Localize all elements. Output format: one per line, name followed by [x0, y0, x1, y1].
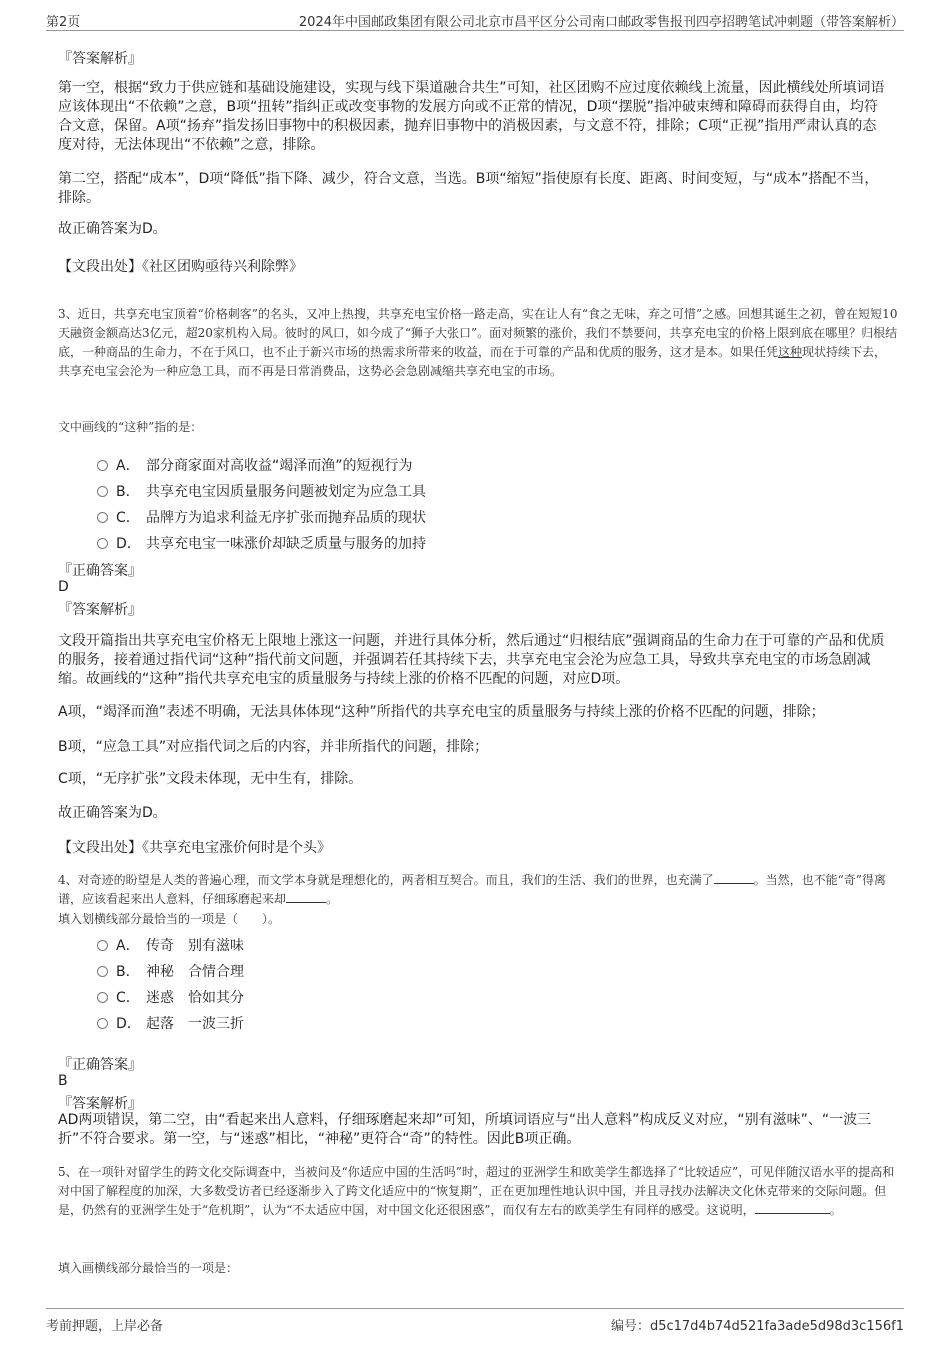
- option-letter: C．: [116, 990, 140, 1006]
- analysis-paragraph: [58, 804, 888, 823]
- option-text: 神秘 合情合理: [146, 964, 244, 980]
- correct-answer-label: 『正确答案』: [58, 1057, 142, 1073]
- question-text: 4、对奇迹的盼望是人类的普遍心理，而文学本身就是理想化的，两者相互契合。而且，我们的生活、我们的世界，也充满了: [58, 873, 714, 887]
- question-text: 。当然，也不能“奇”得离谱，应该看起来出人意料，仔细琢磨起来却: [58, 873, 886, 906]
- option-letter: C．: [116, 510, 140, 526]
- radio-icon[interactable]: [97, 1018, 108, 1029]
- question-prompt: 文中画线的“这种”指的是：: [58, 420, 203, 434]
- option-b[interactable]: [97, 481, 426, 501]
- analysis-text: 文段开篇指出共享充电宝价格无上限地上涨这一问题，并进行具体分析，然后通过“归根结底”强调商品的生命力在于可靠的产品和优质的服务，接着通过指代词“这种”指代前文问题，并强调若任其持续下去，共享充电宝会沦为应急工具，导致共享充电宝的市场急剧减缩。故画线的“这种”指代共享充电宝的质量服务与持续上涨的价格不匹配的问题，对应D项。: [58, 633, 885, 687]
- question-prompt: 填入划横线部分最恰当的一项是（ ）。: [58, 912, 281, 926]
- passage-source: 【文段出处】《共享充电宝涨价何时是个头》: [58, 840, 331, 856]
- option-text: 共享充电宝一味涨价却缺乏质量与服务的加持: [146, 536, 426, 552]
- footer-slogan: 考前押题，上岸必备: [46, 1319, 164, 1334]
- radio-icon[interactable]: [97, 538, 108, 549]
- fill-blank: [714, 871, 754, 884]
- question-text: 现状持续下去，共享充电宝会沦为一种应急工具，而不再是日常消费品，这势必会急剧减缩共享充电宝的市场。: [58, 345, 887, 378]
- fill-blank: [286, 890, 326, 903]
- question-text: 。: [829, 1203, 842, 1217]
- option-text: 起落 一波三折: [146, 1016, 244, 1032]
- question-text: 的亚洲学生和欧美学生都选择了“比较适应”，可见伴随汉语水平的提高和对中国了解程度的加深，大多数受访者已经逐渐步入了跨文化适应中的“恢复期”，正在更加理性地认识中国，并且寻找办法解决文化休克带来的交际问题。但是，仍然有: [58, 1165, 895, 1217]
- radio-icon[interactable]: [97, 940, 108, 951]
- option-c[interactable]: [97, 507, 426, 527]
- option-text: 品牌方为追求利益无序扩张而抛弃品质的现状: [146, 510, 426, 526]
- fill-blank: [755, 1201, 830, 1214]
- option-letter: B．: [116, 964, 140, 980]
- option-letter: B．: [116, 484, 140, 500]
- question-3-text: [58, 305, 898, 381]
- radio-icon[interactable]: [97, 512, 108, 523]
- radio-icon[interactable]: [97, 966, 108, 977]
- option-text: 迷惑 恰如其分: [146, 990, 244, 1006]
- option-letter: A．: [116, 458, 140, 474]
- analysis-text: 第二空，搭配“成本”，D项“降低”指下降、减少，符合文意，当选。B项“缩短”指使原有长度、距离、时间变短，与“成本”搭配不当，排除。: [58, 171, 879, 206]
- option-d[interactable]: [97, 533, 426, 553]
- analysis-label: 『答案解析』: [58, 1096, 142, 1112]
- question-text: 。: [326, 892, 339, 906]
- analysis-text: C项，“无序扩张”文段未体现，无中生有，排除。: [58, 771, 363, 787]
- radio-icon[interactable]: [97, 460, 108, 471]
- question-5-text: [58, 1163, 898, 1220]
- analysis-text: 故正确答案为D。: [58, 805, 167, 821]
- correct-answer: B: [58, 1073, 68, 1089]
- page-footer: [46, 1308, 904, 1335]
- radio-icon[interactable]: [97, 486, 108, 497]
- analysis-label: 『答案解析』: [58, 51, 142, 67]
- analysis-paragraph: [58, 738, 888, 757]
- option-letter: A．: [116, 938, 140, 954]
- radio-icon[interactable]: [97, 992, 108, 1003]
- analysis-paragraph: [58, 170, 888, 208]
- question-text: 左右的欧美学生有同样的感受。这说明，: [538, 1203, 755, 1217]
- question-text: 3、近日，共享充电宝顶着“价格刺客”的名头，又冲上热搜，共享充电宝价格一路走高，实在让人有“食之无味，弃之可惜”之感。回想其诞生之初，曾在短短10天融资金额高达3亿元，超20家机构入局。彼时的风口，如今成了“狮子大张口”。面对频繁的涨价，我们不禁要问，共享充电宝的价格上限到底在哪里？归根结底，一种商品的生命力，不在于风口，也不止于新兴市场的热需求所带来的收益，而在于可靠的产品和优质的服务，这才是本。如果任凭: [58, 307, 898, 359]
- question-text: 5、在一项针对留学生的跨文化交际调查中，当被问及“你适应中国的生活吗”时，超过: [58, 1165, 510, 1179]
- option-text: 共享充电宝因质量服务问题被划定为应急工具: [146, 484, 426, 500]
- option-a[interactable]: [97, 935, 244, 955]
- option-letter: D．: [116, 1016, 141, 1032]
- page-number: 第2页: [46, 15, 81, 30]
- option-text: 部分商家面对高收益“竭泽而渔”的短视行为: [146, 458, 413, 474]
- analysis-paragraph: [58, 770, 888, 789]
- question-text: 的亚洲学生处于“危机期”，认为“不太适应中国，对中国文化还很困惑”，而仅有: [118, 1203, 539, 1217]
- analysis-text: 故正确答案为D。: [58, 221, 167, 237]
- analysis-paragraph: [58, 1111, 888, 1149]
- analysis-paragraph: [58, 632, 888, 689]
- analysis-text: AD两项错误，第二空，由“看起来出人意料，仔细琢磨起来却”可知，所填词语应与“出人意料”构成反义对应，“别有滋味”、“一波三折”不符合要求。第一空，与“迷惑”相比，“神秘”更符合“奇”的特性。因此B项正确。: [58, 1112, 872, 1147]
- underlined-word: 这种: [778, 345, 803, 359]
- analysis-text: B项，“应急工具”对应指代词之后的内容，并非所指代的问题，排除；: [58, 739, 489, 755]
- analysis-paragraph: [58, 220, 888, 239]
- question-4-text: [58, 871, 898, 909]
- page-header: [46, 8, 904, 31]
- option-d[interactable]: [97, 1013, 244, 1033]
- analysis-label: 『答案解析』: [58, 602, 142, 618]
- analysis-paragraph: [58, 703, 888, 722]
- correct-answer: D: [58, 579, 69, 595]
- passage-source: 【文段出处】《社区团购亟待兴利除弊》: [58, 259, 303, 275]
- option-c[interactable]: [97, 987, 244, 1007]
- document-id: 编号：d5c17d4b74d521fa3ade5d98d3c156f1: [610, 1319, 904, 1334]
- option-b[interactable]: [97, 961, 244, 981]
- analysis-paragraph: [58, 79, 888, 155]
- analysis-text: A项，“竭泽而渔”表述不明确，无法具体体现“这种”所指代的共享充电宝的质量服务与持续上涨的价格不匹配的问题，排除；: [58, 704, 825, 720]
- document-title: 2024年中国邮政集团有限公司北京市昌平区分公司南口邮政零售报刊四亭招聘笔试冲刺题（带答案解析）: [298, 15, 904, 30]
- correct-answer-label: 『正确答案』: [58, 563, 142, 579]
- option-text: 传奇 别有滋味: [146, 938, 244, 954]
- option-a[interactable]: [97, 455, 413, 475]
- analysis-text: 第一空，根据“致力于供应链和基础设施建设，实现与线下渠道融合共生”可知，社区团购不应过度依赖线上流量，因此横线处所填词语应该体现出“不依赖”之意，B项“扭转”指纠正或改变事物的发展方向或不正常的情况，D项“摆脱”指冲破束缚和障碍而获得自由，均符合文意，保留。A项“扬弃”指发扬旧事物中的积极因素，抛弃旧事物中的消极因素，与文意不符，排除；C项“正视”指用严肃认真的态度对待，无法体现出“不依赖”之意，排除。: [58, 80, 885, 153]
- option-letter: D．: [116, 536, 141, 552]
- question-prompt: 填入画横线部分最恰当的一项是：: [58, 1261, 239, 1275]
